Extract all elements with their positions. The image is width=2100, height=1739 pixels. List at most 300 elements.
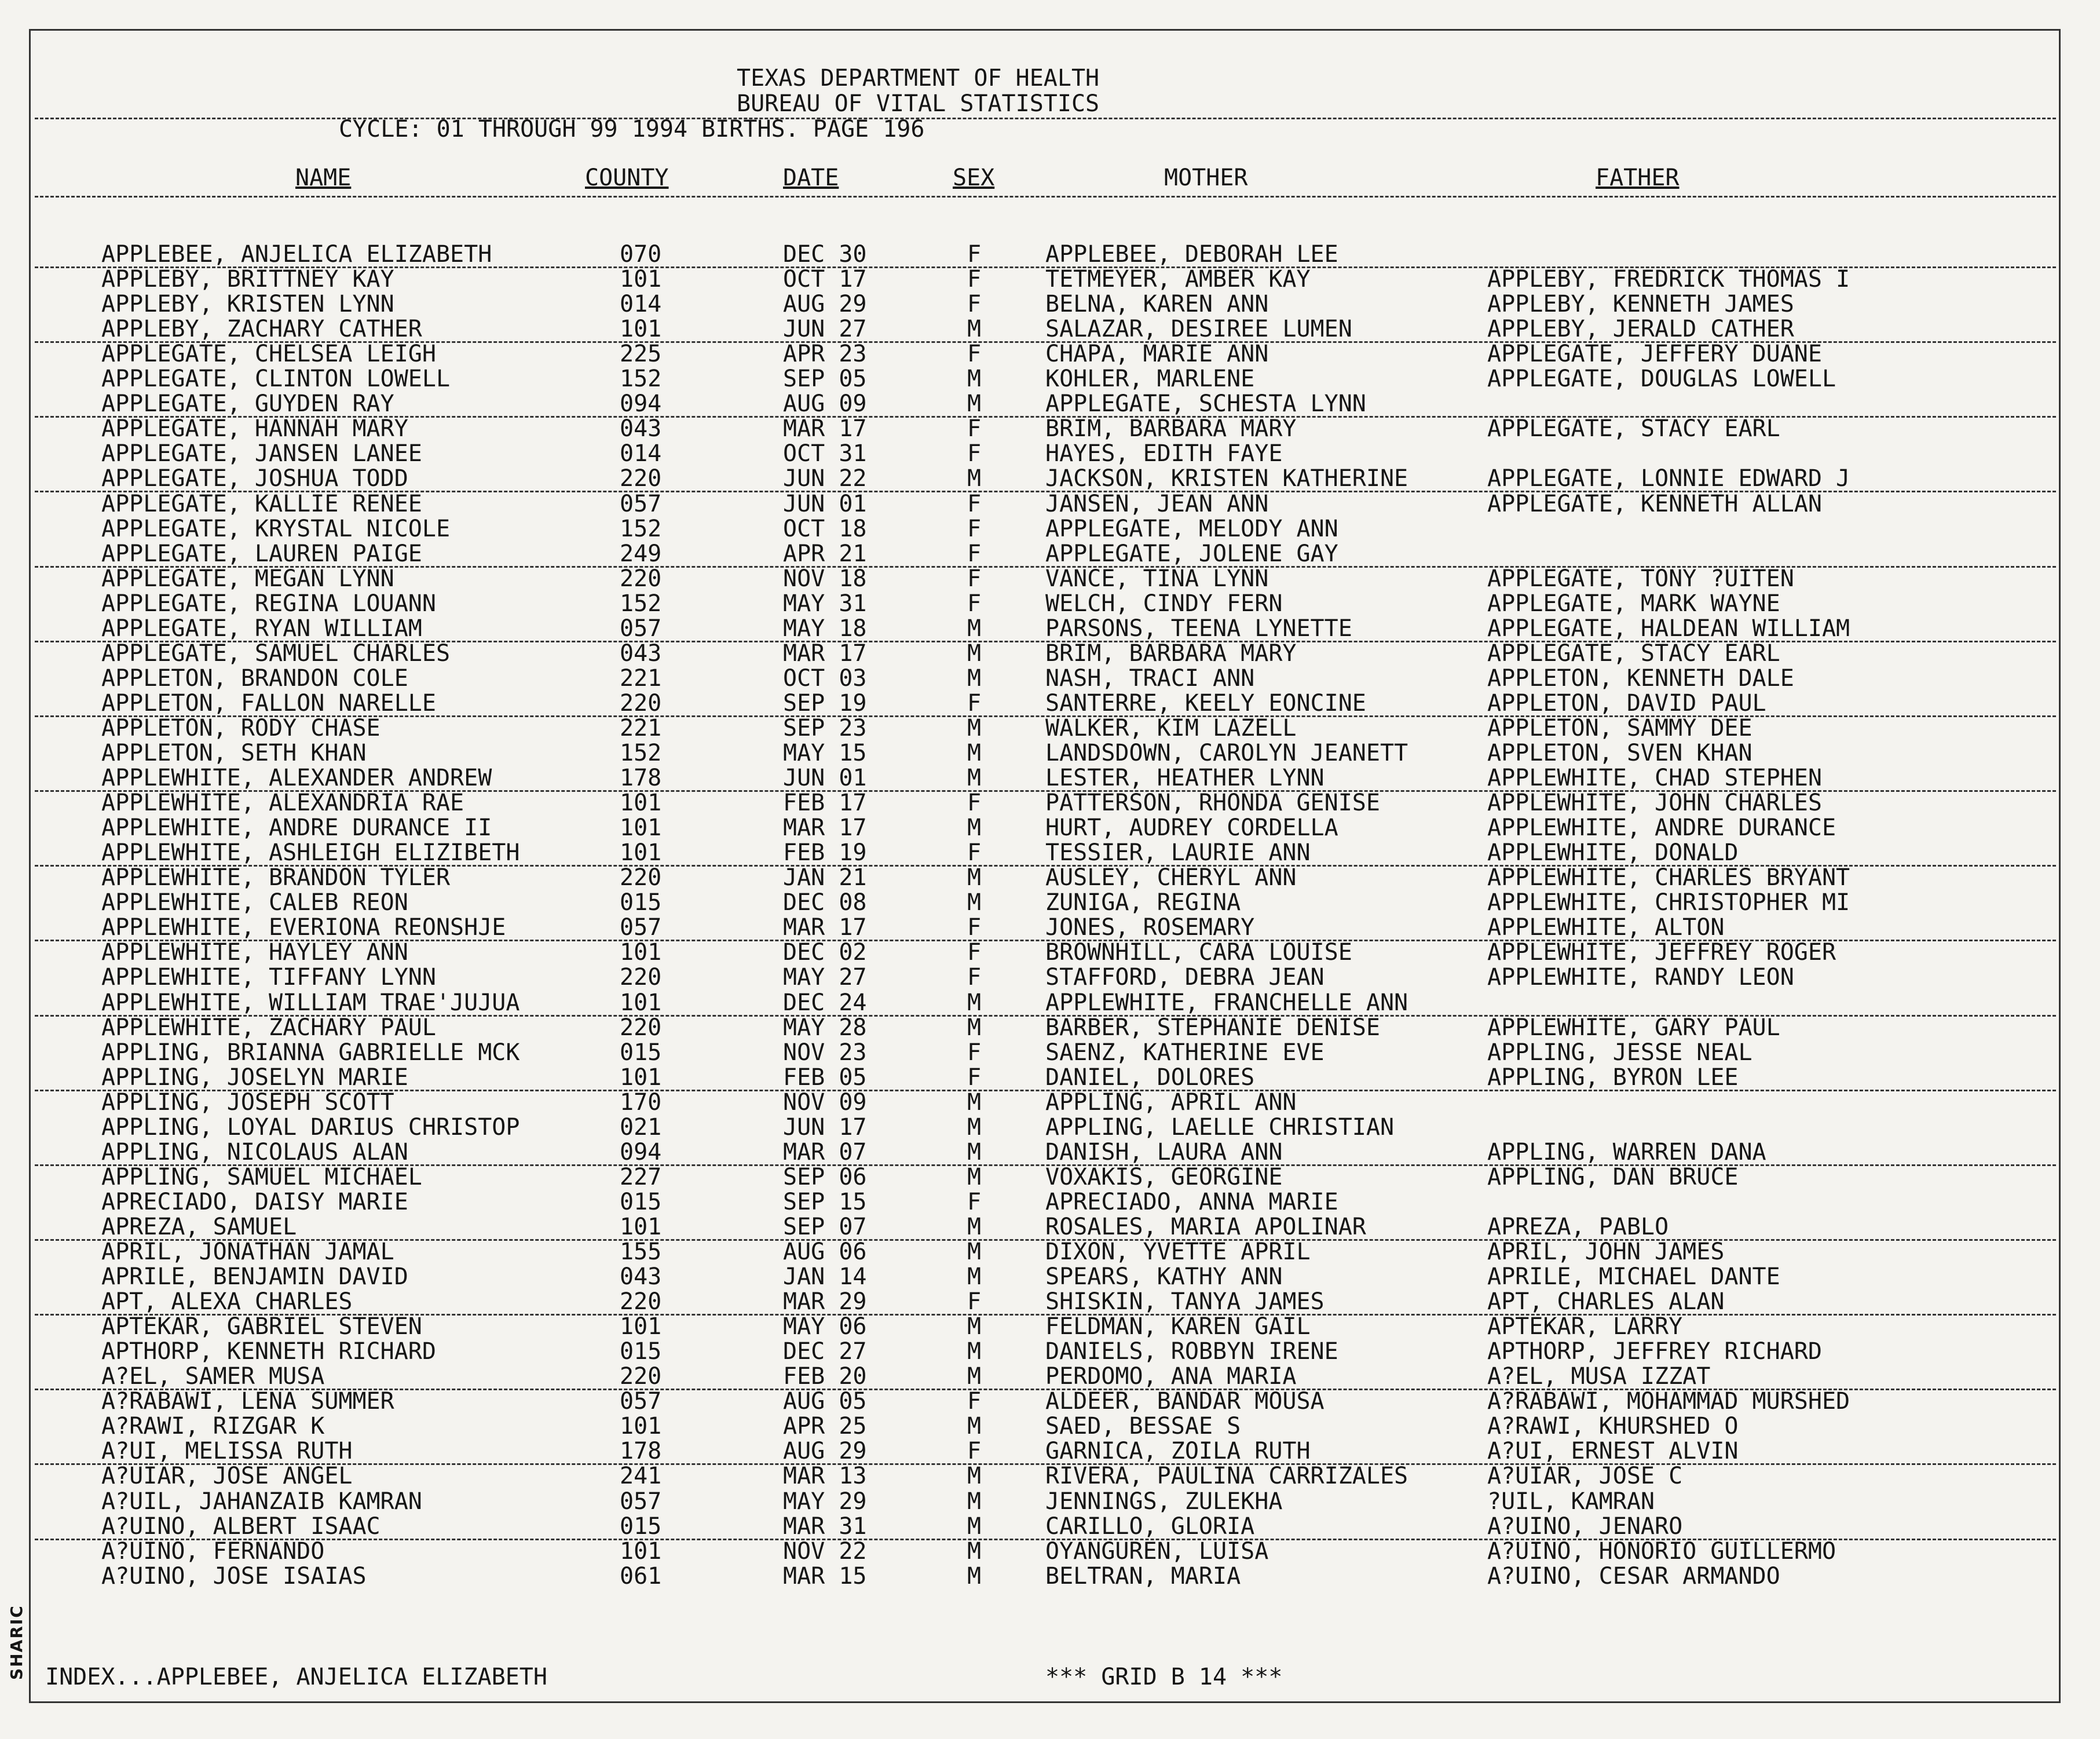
row-name: APT, ALEXA CHARLES [101,1288,353,1316]
table-row [0,1389,2085,1414]
row-date: JUN 27 [783,316,867,343]
row-sex: F [967,1064,982,1091]
row-mother: DANIEL, DOLORES [1045,1064,1255,1091]
table-row [0,242,2085,267]
row-date: DEC 30 [783,241,867,268]
row-date: SEP 07 [783,1213,867,1240]
row-sex: F [967,291,982,318]
row-date: MAR 15 [783,1562,867,1590]
table-row [0,466,2085,491]
table-row [0,766,2085,791]
row-name: APPLING, LOYAL DARIUS CHRISTOP [101,1113,520,1141]
row-name: APPLETON, FALLON NARELLE [101,689,436,717]
row-mother: WELCH, CINDY FERN [1045,590,1283,617]
row-sex: M [967,1513,982,1540]
table-row [0,542,2085,567]
row-sex: M [967,765,982,792]
row-county: 220 [620,1014,662,1041]
table-row [0,890,2085,915]
row-sex: F [967,939,982,966]
row-sex: M [967,1413,982,1440]
row-name: A?RAWI, RIZGAR K [101,1413,325,1440]
row-name: APPLEWHITE, TIFFANY LYNN [101,964,436,991]
row-county: 152 [620,740,662,766]
row-sex: M [967,889,982,916]
row-name: A?UINO, JOSE ISAIAS [101,1562,367,1590]
row-father: APTEKAR, LARRY [1487,1313,1683,1340]
row-date: NOV 22 [783,1537,867,1565]
row-father: APPLEWHITE, GARY PAUL [1487,1014,1780,1041]
row-mother: DANIELS, ROBBYN IRENE [1045,1338,1338,1365]
row-name: A?UIL, JAHANZAIB KAMRAN [101,1488,422,1515]
row-county: 015 [620,1513,662,1540]
row-name: APPLEGATE, LAUREN PAIGE [101,540,422,567]
row-sex: F [967,540,982,567]
row-date: OCT 18 [783,515,867,542]
table-row [0,417,2085,441]
row-name: APPLEGATE, JOSHUA TODD [101,465,408,492]
table-row [0,691,2085,716]
footer-index: INDEX...APPLEBEE, ANJELICA ELIZABETH [45,1664,547,1690]
row-mother: GARNICA, ZOILA RUTH [1045,1438,1311,1465]
row-sex: F [967,415,982,443]
row-date: APR 23 [783,341,867,368]
table-row [0,1165,2085,1190]
row-county: 225 [620,341,662,368]
row-father: APPLEWHITE, CHAD STEPHEN [1487,765,1822,792]
row-county: 094 [620,390,662,418]
row-county: 241 [620,1463,662,1490]
row-mother: JENNINGS, ZULEKHA [1045,1488,1283,1515]
row-sex: M [967,1562,982,1590]
row-county: 101 [620,989,662,1016]
table-row [0,1339,2085,1364]
row-mother: SPEARS, KATHY ANN [1045,1263,1283,1291]
row-sex: M [967,615,982,642]
row-sex: M [967,366,982,393]
table-row [0,567,2085,591]
row-county: 178 [620,765,662,792]
table-row [0,317,2085,342]
column-header-date: DATE [783,165,839,191]
table-row [0,1289,2085,1314]
column-header-county: COUNTY [585,165,669,191]
table-row [0,591,2085,616]
table-row [0,1439,2085,1464]
row-date: MAR 29 [783,1288,867,1316]
row-name: APPLEGATE, KALLIE RENEE [101,490,422,517]
row-county: 220 [620,565,662,592]
row-county: 014 [620,440,662,467]
row-name: APPLING, NICOLAUS ALAN [101,1138,408,1166]
row-sex: F [967,515,982,542]
row-mother: KOHLER, MARLENE [1045,366,1255,393]
side-label: SHARIC [7,1605,26,1680]
table-row [0,1040,2085,1065]
row-mother: JACKSON, KRISTEN KATHERINE [1045,465,1408,492]
row-name: APPLEGATE, REGINA LOUANN [101,590,436,617]
row-county: 061 [620,1562,662,1590]
table-row [0,292,2085,317]
table-row [0,1215,2085,1240]
row-name: APPLEGATE, SAMUEL CHARLES [101,640,451,667]
row-father: APPLEBY, JERALD CATHER [1487,316,1794,343]
row-father: APPLING, BYRON LEE [1487,1064,1739,1091]
row-mother: BRIM, BARBARA MARY [1045,640,1297,667]
row-date: MAY 06 [783,1313,867,1340]
row-date: FEB 17 [783,790,867,817]
row-father: APPLEGATE, STACY EARL [1487,640,1780,667]
row-county: 170 [620,1088,662,1116]
table-row [0,741,2085,766]
row-sex: M [967,1488,982,1515]
row-date: MAY 28 [783,1014,867,1041]
row-mother: SAENZ, KATHERINE EVE [1045,1039,1325,1066]
row-father: APPLEGATE, TONY ?UITEN [1487,565,1794,592]
row-father: A?EL, MUSA IZZAT [1487,1363,1711,1390]
row-sex: M [967,1313,982,1340]
row-sex: M [967,316,982,343]
row-mother: LANDSDOWN, CAROLYN JEANETT [1045,740,1408,766]
row-date: MAY 18 [783,615,867,642]
row-county: 221 [620,664,662,692]
column-header-rule [35,196,2056,198]
row-name: APPLETON, RODY CHASE [101,714,381,741]
row-sex: F [967,1188,982,1215]
row-mother: ALDEER, BANDAR MOUSA [1045,1388,1325,1415]
row-sex: M [967,714,982,741]
row-father: APTHORP, JEFFREY RICHARD [1487,1338,1822,1365]
row-father: APPLEWHITE, ALTON [1487,914,1725,941]
row-name: APPLEWHITE, CALEB REON [101,889,408,916]
row-date: NOV 23 [783,1039,867,1066]
row-county: 014 [620,291,662,318]
row-date: SEP 23 [783,714,867,741]
row-name: APPLEGATE, KRYSTAL NICOLE [101,515,451,542]
row-name: APPLEWHITE, ANDRE DURANCE II [101,814,492,842]
row-father: APPLEBY, FREDRICK THOMAS I [1487,266,1850,293]
row-father: APRIL, JOHN JAMES [1487,1239,1725,1265]
row-sex: M [967,864,982,892]
row-name: APPLEWHITE, HAYLEY ANN [101,939,408,966]
row-name: APRECIADO, DAISY MARIE [101,1188,408,1215]
row-sex: M [967,740,982,766]
row-sex: M [967,1088,982,1116]
row-county: 101 [620,939,662,966]
row-county: 220 [620,465,662,492]
row-county: 057 [620,615,662,642]
row-sex: M [967,1263,982,1291]
row-date: DEC 02 [783,939,867,966]
table-row [0,1240,2085,1265]
row-name: A?UI, MELISSA RUTH [101,1438,353,1465]
row-mother: PERDOMO, ANA MARIA [1045,1363,1297,1390]
row-name: APPLEGATE, HANNAH MARY [101,415,408,443]
row-county: 043 [620,1263,662,1291]
row-sex: F [967,1388,982,1415]
row-date: MAY 27 [783,964,867,991]
row-sex: M [967,465,982,492]
row-date: OCT 17 [783,266,867,293]
row-father: A?UI, ERNEST ALVIN [1487,1438,1739,1465]
row-county: 152 [620,590,662,617]
row-name: A?UIAR, JOSE ANGEL [101,1463,353,1490]
header-bureau: BUREAU OF VITAL STATISTICS [737,90,1100,117]
row-father: APPLETON, DAVID PAUL [1487,689,1766,717]
row-sex: M [967,1239,982,1265]
row-county: 057 [620,1388,662,1415]
table-row [0,991,2085,1015]
row-county: 249 [620,540,662,567]
row-county: 057 [620,914,662,941]
row-date: JUN 17 [783,1113,867,1141]
row-mother: FELDMAN, KAREN GAIL [1045,1313,1311,1340]
row-mother: VANCE, TINA LYNN [1045,565,1269,592]
row-name: APPLEWHITE, EVERIONA REONSHJE [101,914,506,941]
row-mother: TESSIER, LAURIE ANN [1045,839,1311,867]
row-name: APPLEGATE, GUYDEN RAY [101,390,394,418]
table-row [0,666,2085,691]
row-county: 015 [620,1188,662,1215]
row-father: APPLEGATE, MARK WAYNE [1487,590,1780,617]
row-county: 094 [620,1138,662,1166]
table-row [0,492,2085,517]
row-name: APPLEGATE, JANSEN LANEE [101,440,422,467]
row-father: APPLEGATE, LONNIE EDWARD J [1487,465,1850,492]
row-sex: M [967,814,982,842]
row-father: APPLEGATE, STACY EARL [1487,415,1780,443]
row-mother: NASH, TRACI ANN [1045,664,1255,692]
row-father: A?RAWI, KHURSHED O [1487,1413,1739,1440]
row-date: AUG 09 [783,390,867,418]
row-date: JUN 22 [783,465,867,492]
row-county: 220 [620,864,662,892]
row-date: APR 25 [783,1413,867,1440]
row-mother: CHAPA, MARIE ANN [1045,341,1269,368]
column-header-mother: MOTHER [1164,165,1248,191]
row-name: A?UINO, ALBERT ISAAC [101,1513,381,1540]
row-father: A?UINO, HONORIO GUILLERMO [1487,1537,1836,1565]
row-date: JAN 21 [783,864,867,892]
row-date: AUG 06 [783,1239,867,1265]
row-date: MAR 17 [783,415,867,443]
row-sex: F [967,266,982,293]
table-row [0,267,2085,292]
row-date: MAY 15 [783,740,867,766]
row-mother: TETMEYER, AMBER KAY [1045,266,1311,293]
row-mother: HURT, AUDREY CORDELLA [1045,814,1338,842]
table-row [0,392,2085,417]
table-row [0,342,2085,367]
row-county: 152 [620,366,662,393]
row-sex: M [967,1537,982,1565]
row-sex: F [967,689,982,717]
table-row [0,841,2085,865]
row-mother: DANISH, LAURA ANN [1045,1138,1283,1166]
column-header-name: NAME [295,165,352,191]
row-name: APPLEWHITE, ASHLEIGH ELIZIBETH [101,839,520,867]
row-mother: PARSONS, TEENA LYNETTE [1045,615,1352,642]
table-row [0,791,2085,816]
table-row [0,1514,2085,1539]
row-county: 070 [620,241,662,268]
table-row [0,1065,2085,1090]
row-name: APPLEGATE, CLINTON LOWELL [101,366,451,393]
row-mother: JONES, ROSEMARY [1045,914,1255,941]
row-date: NOV 18 [783,565,867,592]
table-row [0,1414,2085,1439]
table-row [0,1539,2085,1564]
row-mother: DIXON, YVETTE APRIL [1045,1239,1311,1265]
row-name: APPLING, BRIANNA GABRIELLE MCK [101,1039,520,1066]
row-county: 057 [620,490,662,517]
row-sex: M [967,1463,982,1490]
row-father: APPLEGATE, HALDEAN WILLIAM [1487,615,1850,642]
row-sex: M [967,989,982,1016]
row-county: 220 [620,1363,662,1390]
row-mother: APPLEGATE, MELODY ANN [1045,515,1338,542]
row-mother: VOXAKIS, GEORGINE [1045,1163,1283,1190]
table-row [0,1489,2085,1514]
row-father: APREZA, PABLO [1487,1213,1669,1240]
header-cycle: CYCLE: 01 THROUGH 99 1994 BIRTHS. PAGE 196 [339,116,925,143]
table-row [0,441,2085,466]
row-date: MAR 07 [783,1138,867,1166]
row-father: APPLEWHITE, CHARLES BRYANT [1487,864,1850,892]
row-father: APPLING, WARREN DANA [1487,1138,1766,1166]
row-name: APPLEBY, ZACHARY CATHER [101,316,422,343]
row-father: APPLEGATE, JEFFERY DUANE [1487,341,1822,368]
row-date: JAN 14 [783,1263,867,1291]
row-date: SEP 06 [783,1163,867,1190]
row-mother: APPLEBEE, DEBORAH LEE [1045,241,1338,268]
row-name: APPLETON, BRANDON COLE [101,664,408,692]
row-date: MAR 17 [783,640,867,667]
table-row [0,1090,2085,1115]
row-name: APPLEGATE, MEGAN LYNN [101,565,394,592]
row-name: APRIL, JONATHAN JAMAL [101,1239,394,1265]
row-sex: F [967,1288,982,1316]
row-father: APT, CHARLES ALAN [1487,1288,1725,1316]
row-county: 043 [620,415,662,443]
row-mother: BARBER, STEPHANIE DENISE [1045,1014,1380,1041]
row-date: FEB 05 [783,1064,867,1091]
footer-grid: *** GRID B 14 *** [1045,1664,1283,1690]
row-name: APPLEWHITE, ALEXANDER ANDREW [101,765,492,792]
row-father: APPLEWHITE, JEFFREY ROGER [1487,939,1836,966]
row-sex: F [967,440,982,467]
row-name: APPLEBY, BRITTNEY KAY [101,266,394,293]
table-row [0,865,2085,890]
row-county: 220 [620,689,662,717]
row-county: 101 [620,839,662,867]
column-header-sex: SEX [953,165,995,191]
row-father: APPLEWHITE, DONALD [1487,839,1739,867]
row-name: APPLEWHITE, ALEXANDRIA RAE [101,790,464,817]
row-father: APPLEGATE, DOUGLAS LOWELL [1487,366,1836,393]
table-row [0,1190,2085,1215]
table-row [0,965,2085,990]
row-sex: F [967,490,982,517]
table-row [0,1115,2085,1140]
row-sex: M [967,664,982,692]
row-sex: M [967,1138,982,1166]
row-mother: ROSALES, MARIA APOLINAR [1045,1213,1366,1240]
row-father: APPLEGATE, KENNETH ALLAN [1487,490,1822,517]
table-row [0,940,2085,965]
row-date: SEP 05 [783,366,867,393]
row-mother: BROWNHILL, CARA LOUISE [1045,939,1352,966]
row-mother: SAED, BESSAE S [1045,1413,1241,1440]
row-date: OCT 31 [783,440,867,467]
row-mother: SALAZAR, DESIREE LUMEN [1045,316,1352,343]
row-mother: OYANGUREN, LUISA [1045,1537,1269,1565]
row-father: A?UINO, JENARO [1487,1513,1683,1540]
row-county: 178 [620,1438,662,1465]
row-county: 101 [620,1413,662,1440]
row-mother: APPLEGATE, JOLENE GAY [1045,540,1338,567]
row-mother: BELNA, KAREN ANN [1045,291,1269,318]
row-sex: F [967,241,982,268]
row-mother: BELTRAN, MARIA [1045,1562,1241,1590]
row-county: 101 [620,1313,662,1340]
row-mother: AUSLEY, CHERYL ANN [1045,864,1297,892]
row-name: APPLEBEE, ANJELICA ELIZABETH [101,241,492,268]
row-sex: F [967,914,982,941]
row-date: FEB 19 [783,839,867,867]
row-name: APTHORP, KENNETH RICHARD [101,1338,436,1365]
row-date: FEB 20 [783,1363,867,1390]
row-county: 227 [620,1163,662,1190]
row-date: OCT 03 [783,664,867,692]
header-agency: TEXAS DEPARTMENT OF HEALTH [737,65,1100,92]
table-row [0,1265,2085,1289]
row-mother: ZUNIGA, REGINA [1045,889,1241,916]
row-sex: F [967,790,982,817]
row-father: APPLEWHITE, CHRISTOPHER MI [1487,889,1850,916]
row-date: JUN 01 [783,765,867,792]
table-row [0,1364,2085,1389]
row-sex: F [967,341,982,368]
row-date: DEC 24 [783,989,867,1016]
row-name: APPLEWHITE, ZACHARY PAUL [101,1014,436,1041]
row-name: APPLEWHITE, WILLIAM TRAE'JUJUA [101,989,520,1016]
header-rule [35,118,2056,119]
row-date: SEP 19 [783,689,867,717]
table-row [0,1564,2085,1589]
row-county: 043 [620,640,662,667]
row-sex: M [967,1338,982,1365]
row-date: MAR 17 [783,814,867,842]
row-father: APPLEWHITE, RANDY LEON [1487,964,1794,991]
table-row [0,1314,2085,1339]
row-sex: F [967,1039,982,1066]
row-father: APPLETON, SAMMY DEE [1487,714,1753,741]
row-date: MAY 31 [783,590,867,617]
row-father: APRILE, MICHAEL DANTE [1487,1263,1780,1291]
row-mother: RIVERA, PAULINA CARRIZALES [1045,1463,1408,1490]
row-name: APPLEWHITE, BRANDON TYLER [101,864,451,892]
table-row [0,367,2085,392]
row-mother: JANSEN, JEAN ANN [1045,490,1269,517]
table-row [0,641,2085,666]
row-sex: M [967,1363,982,1390]
table-row [0,1015,2085,1040]
row-name: APPLING, JOSELYN MARIE [101,1064,408,1091]
row-mother: APPLING, LAELLE CHRISTIAN [1045,1113,1395,1141]
row-mother: APPLEGATE, SCHESTA LYNN [1045,390,1366,418]
row-mother: BRIM, BARBARA MARY [1045,415,1297,443]
